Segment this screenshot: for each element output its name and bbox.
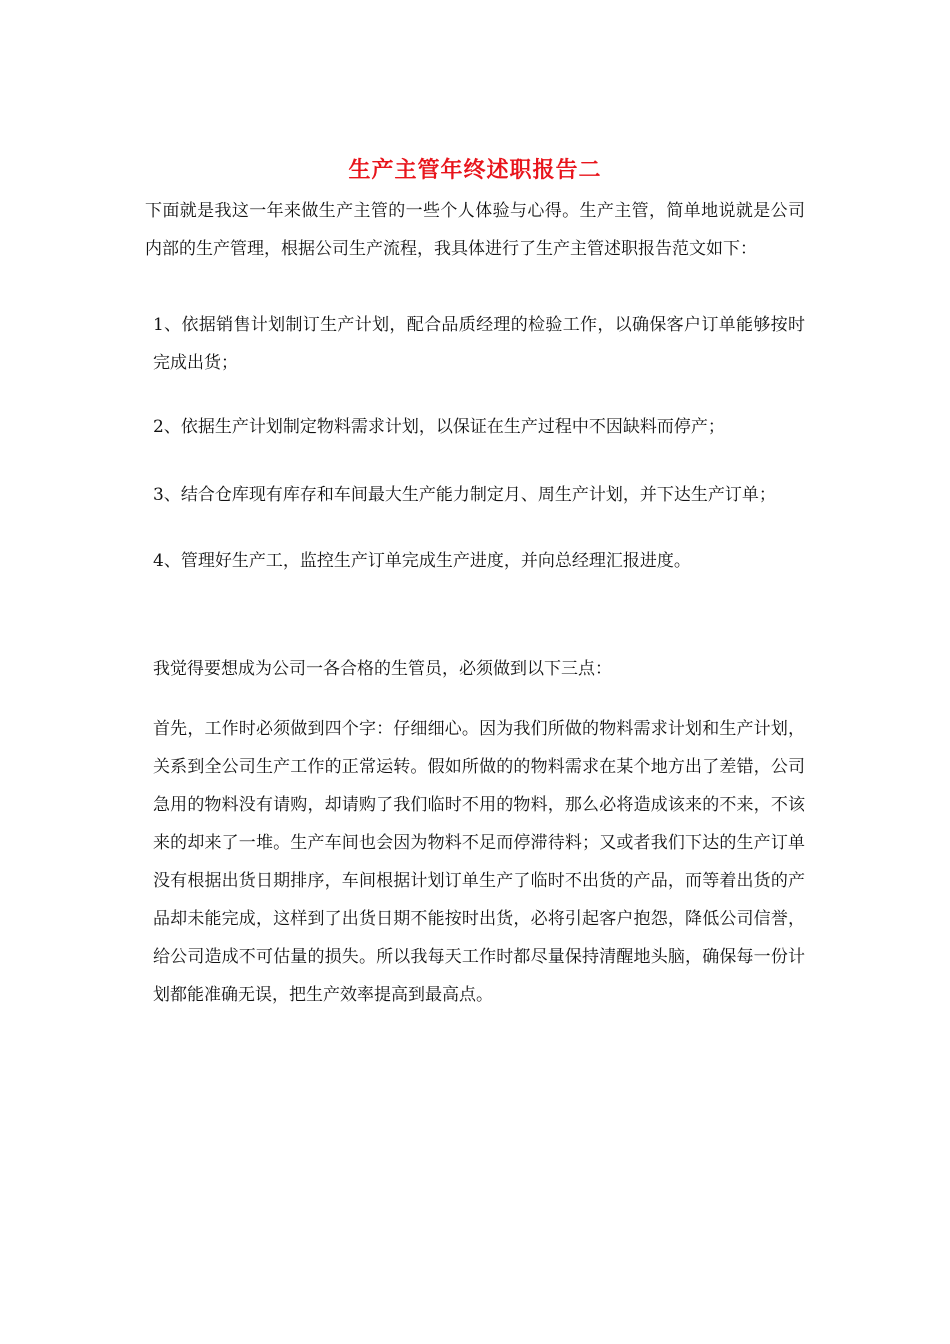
list-item-2: 2、依据生产计划制定物料需求计划，以保证在生产过程中不因缺料而停产； [153, 417, 725, 437]
spacer [145, 580, 805, 650]
document-title: 生产主管年终述职报告二 [348, 157, 602, 183]
list-item-4: 4、管理好生产工，监控生产订单完成生产进度，并向总经理汇报进度。 [153, 551, 691, 571]
intro-paragraph: 下面就是我这一年来做生产主管的一些个人体验与心得。生产主管，简单地说就是公司内部的生产管理，根据公司生产流程，我具体进行了生产主管述职报告范文如下： [145, 201, 805, 259]
first-point-paragraph: 首先，工作时必须做到四个字：仔细细心。因为我们所做的物料需求计划和生产计划，关系到全公司生产工作的正常运转。假如所做的的物料需求在某个地方出了差错，公司急用的物料没有请购，却请购了我们临时不用的物料，那么必将造成该来的不来，不该来的却来了一堆。生产车间也会因为物料不足而停滞待料；又或者我们下达的生产订单没有根据出货日期排序，车间根据计划订单生产了临时不出货的产品，而等着出货的产品却未能完成，这样到了出货日期不能按时出货，必将引起客户抱怨，降低公司信誉，给公司造成不可估量的损失。所以我每天工作时都尽量保持清醒地头脑，确保每一份计划都能准确无误，把生产效率提高到最高点。 [153, 719, 805, 1005]
spacer [145, 382, 805, 408]
list-item-3: 3、结合仓库现有库存和车间最大生产能力制定月、周生产计划，并下达生产订单； [153, 485, 776, 505]
spacer [145, 446, 805, 476]
spacer [145, 268, 805, 306]
list-item-1: 1、依据销售计划制订生产计划，配合品质经理的检验工作，以确保客户订单能够按时完成出货； [153, 315, 805, 373]
section-lead-paragraph: 我觉得要想成为公司一各合格的生管员，必须做到以下三点： [153, 659, 612, 679]
document-body [145, 192, 805, 1014]
spacer [145, 514, 805, 542]
spacer [145, 688, 805, 710]
